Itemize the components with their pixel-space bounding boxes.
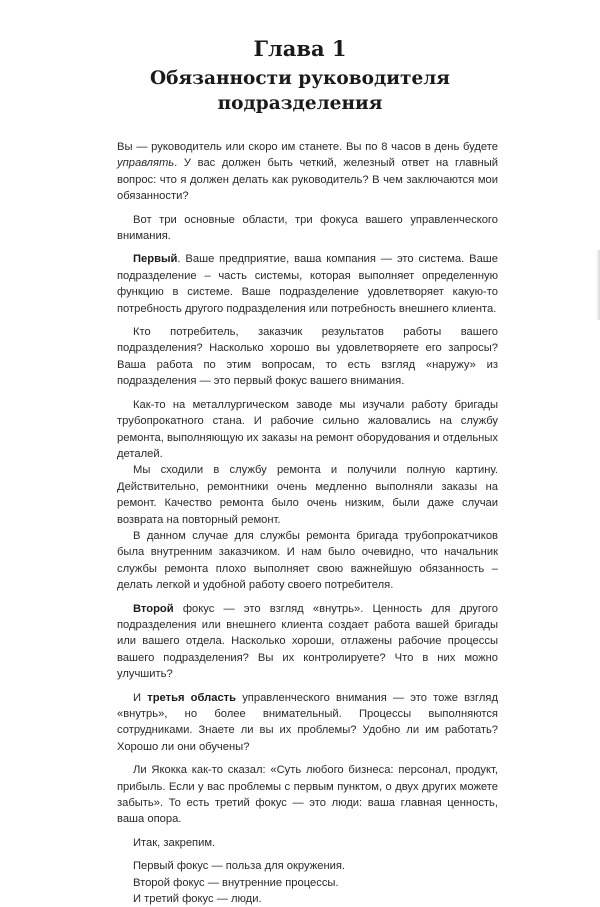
paragraph-repair-service: Мы сходили в службу ремонта и получили полную картину. Действительно, ремонтники очень медленно выполняли заказы на ремонт. Качество ремонта было очень низким, были даже случаи возврата на повторный ремонт.	[117, 464, 498, 526]
chapter-title-line-2: подразделения	[217, 93, 383, 114]
list-item: Первый фокус — польза для окружения.	[133, 860, 346, 873]
paragraph-first-focus	[117, 251, 498, 317]
paragraph-third-focus-lead: И	[133, 691, 148, 704]
paragraph-three-areas: Вот три основные области, три фокуса вашего управленческого внимания.	[117, 213, 498, 243]
list-item: Второй фокус — внутренние процессы.	[133, 876, 339, 889]
paragraph-intro	[117, 139, 498, 205]
term-second: Второй	[133, 602, 174, 615]
paragraph-summary: Итак, закрепим.	[133, 836, 216, 849]
paragraph-second-focus	[117, 601, 498, 683]
emphasis-manage: управлять	[117, 157, 175, 170]
paragraph-plant-example: Как-то на металлургическом заводе мы изучали работу бригады трубопрокатного стана. И рабочие сильно жаловались на службу ремонта, выполняющую их заказы на ремонт оборудования и отдельных деталей.	[117, 398, 498, 460]
term-third-area: третья область	[147, 691, 237, 704]
page-edge-shadow	[596, 250, 600, 320]
paragraph-third-focus-text: управленческого внимания — это тоже взгляд «внутрь», но более внимательный. Процессы выполняются сотрудниками. Знаете ли вы их проблемы? Удобно ли им работать? Хорошо ли они обучены?	[117, 691, 498, 753]
paragraph-iacocca-quote: Ли Якокка как-то сказал: «Суть любого бизнеса: персонал, продукт, прибыль. Если у вас проблемы с первым пунктом, о двух других можете забыть». То есть третий фокус — это люди: ваша главная ценность, ваша опора.	[117, 764, 498, 826]
paragraph-internal-customer: В данном случае для службы ремонта бригада трубопрокатчиков была внутренним заказчиком. И нам было очевидно, что начальник службы ремонта плохо выполняет свою важнейшую обязанность – делать легкой и удобной работу своего потребителя.	[117, 529, 498, 592]
paragraph-second-focus-text: фокус — это взгляд «внутрь». Ценность для другого подразделения или внешнего клиента создает работа вашей бригады или вашего отдела. Насколько хороши, отлажены рабочие процессы вашего подразделения? Вы их контролируете? Что в них можно улучшить?	[117, 602, 498, 681]
chapter-body	[117, 139, 498, 907]
paragraph-consumer: Кто потребитель, заказчик результатов работы вашего подразделения? Насколько хорошо вы удовлетворяете его запросы? Ваша работа по этим вопросам, то есть взгляд «наружу» из подразделения — это первый фокус вашего внимания.	[117, 326, 498, 388]
term-first: Первый	[133, 253, 178, 266]
paragraph-intro-text-2: . У вас должен быть четкий, железный ответ на главный вопрос: что я должен делать как руководитель? В чем заключаются мои обязанности?	[117, 157, 498, 203]
chapter-title-line-1: Обязанности руководителя	[150, 68, 450, 89]
focus-summary-list	[117, 858, 498, 907]
paragraph-first-focus-text: . Ваше предприятие, ваша компания — это система. Ваше подразделение – часть системы, которая выполняет определенную функцию в системе. Ваше подразделение удовлетворяет какую-то потребность другого подразделения или потребность внешнего клиента.	[117, 253, 498, 315]
paragraph-third-focus	[117, 690, 498, 756]
list-item: И третий фокус — люди.	[133, 893, 262, 906]
chapter-number: Глава 1	[253, 36, 347, 61]
paragraph-intro-text: Вы — руководитель или скоро им станете. Вы по 8 часов в день будете	[117, 141, 498, 153]
chapter-title	[0, 66, 600, 116]
